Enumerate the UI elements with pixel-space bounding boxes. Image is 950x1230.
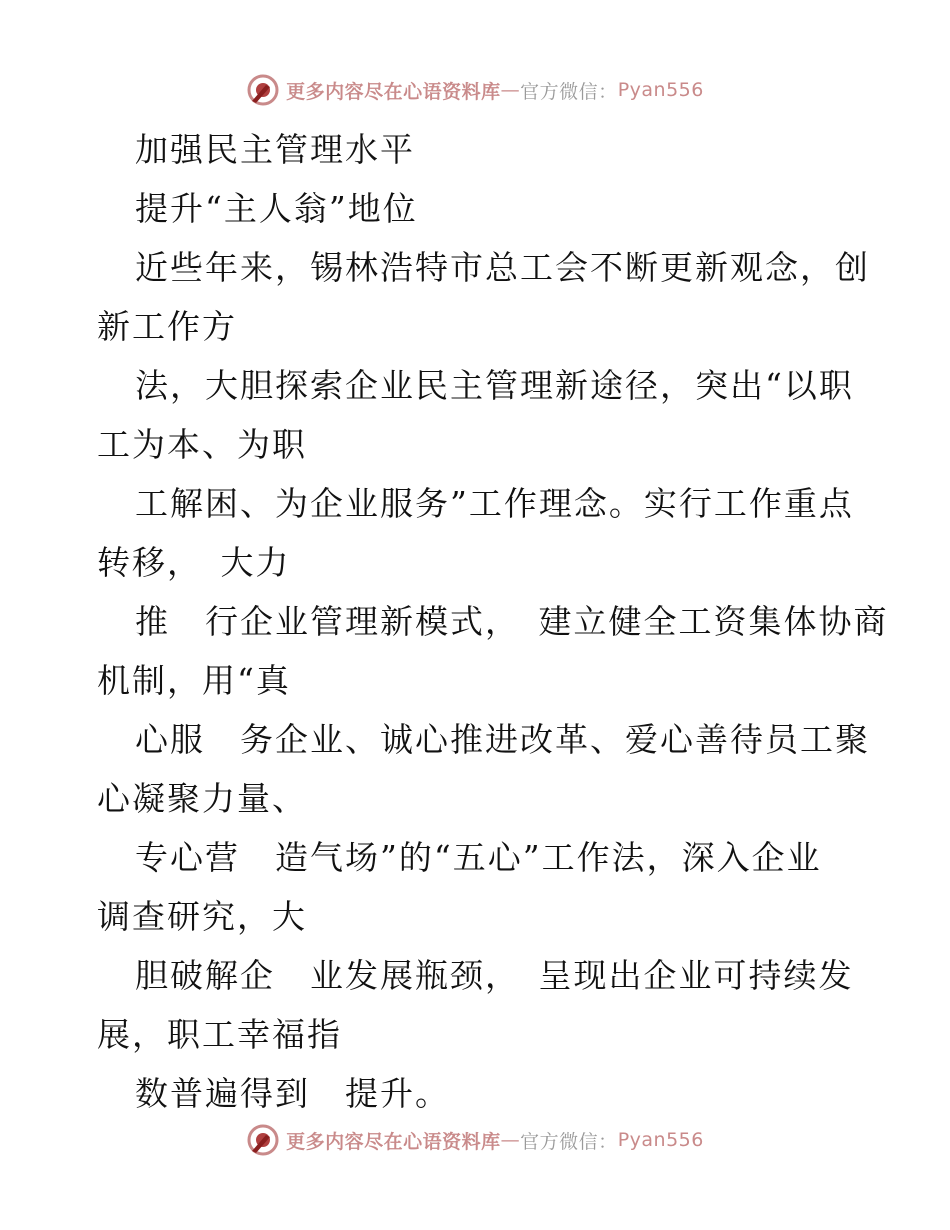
watermark-dash: — — [500, 1129, 521, 1151]
header-watermark — [0, 70, 950, 110]
text-line: 推 行企业管理新模式， 建立健全工资集体协商 — [135, 602, 889, 641]
text-line: 提升“主人翁”地位 — [135, 189, 418, 228]
text-line: 展，职工幸福指 — [97, 1015, 342, 1054]
text-line: 近些年来，锡林浩特市总工会不断更新观念，创 — [135, 248, 870, 287]
text-line: 工为本、为职 — [97, 425, 307, 464]
text-line: 加强民主管理水平 — [135, 130, 415, 169]
brand-logo-icon — [246, 1123, 280, 1157]
text-line: 调查研究，大 — [97, 897, 307, 936]
watermark-dash: — — [500, 79, 521, 101]
text-line: 工解困、为企业服务”工作理念。实行工作重点 — [135, 484, 854, 523]
watermark-main-text: 更多内容尽在心语资料库 — [286, 80, 501, 103]
watermark-main-text: 更多内容尽在心语资料库 — [286, 1130, 501, 1153]
watermark-wechat-label: 官方微信： — [520, 1130, 618, 1153]
document-body — [97, 120, 889, 1123]
watermark-wechat-id: Pyan556 — [617, 79, 704, 101]
watermark-wechat-label: 官方微信： — [520, 80, 618, 103]
text-line: 新工作方 — [97, 307, 237, 346]
footer-watermark — [0, 1120, 950, 1160]
text-line: 机制，用“真 — [97, 661, 291, 700]
watermark-wechat-id: Pyan556 — [617, 1129, 704, 1151]
text-line: 转移， 大力 — [97, 543, 291, 582]
text-line: 心服 务企业、诚心推进改革、爱心善待员工聚 — [135, 720, 870, 759]
text-line: 胆破解企 业发展瓶颈， 呈现出企业可持续发 — [135, 956, 854, 995]
text-line: 心凝聚力量、 — [97, 779, 307, 818]
brand-logo-icon — [246, 73, 280, 107]
text-line: 法，大胆探索企业民主管理新途径，突出“以职 — [135, 366, 854, 405]
text-line: 专心营 造气场”的“五心”工作法，深入企业 — [135, 838, 822, 877]
text-line: 数普遍得到 提升。 — [135, 1074, 450, 1113]
